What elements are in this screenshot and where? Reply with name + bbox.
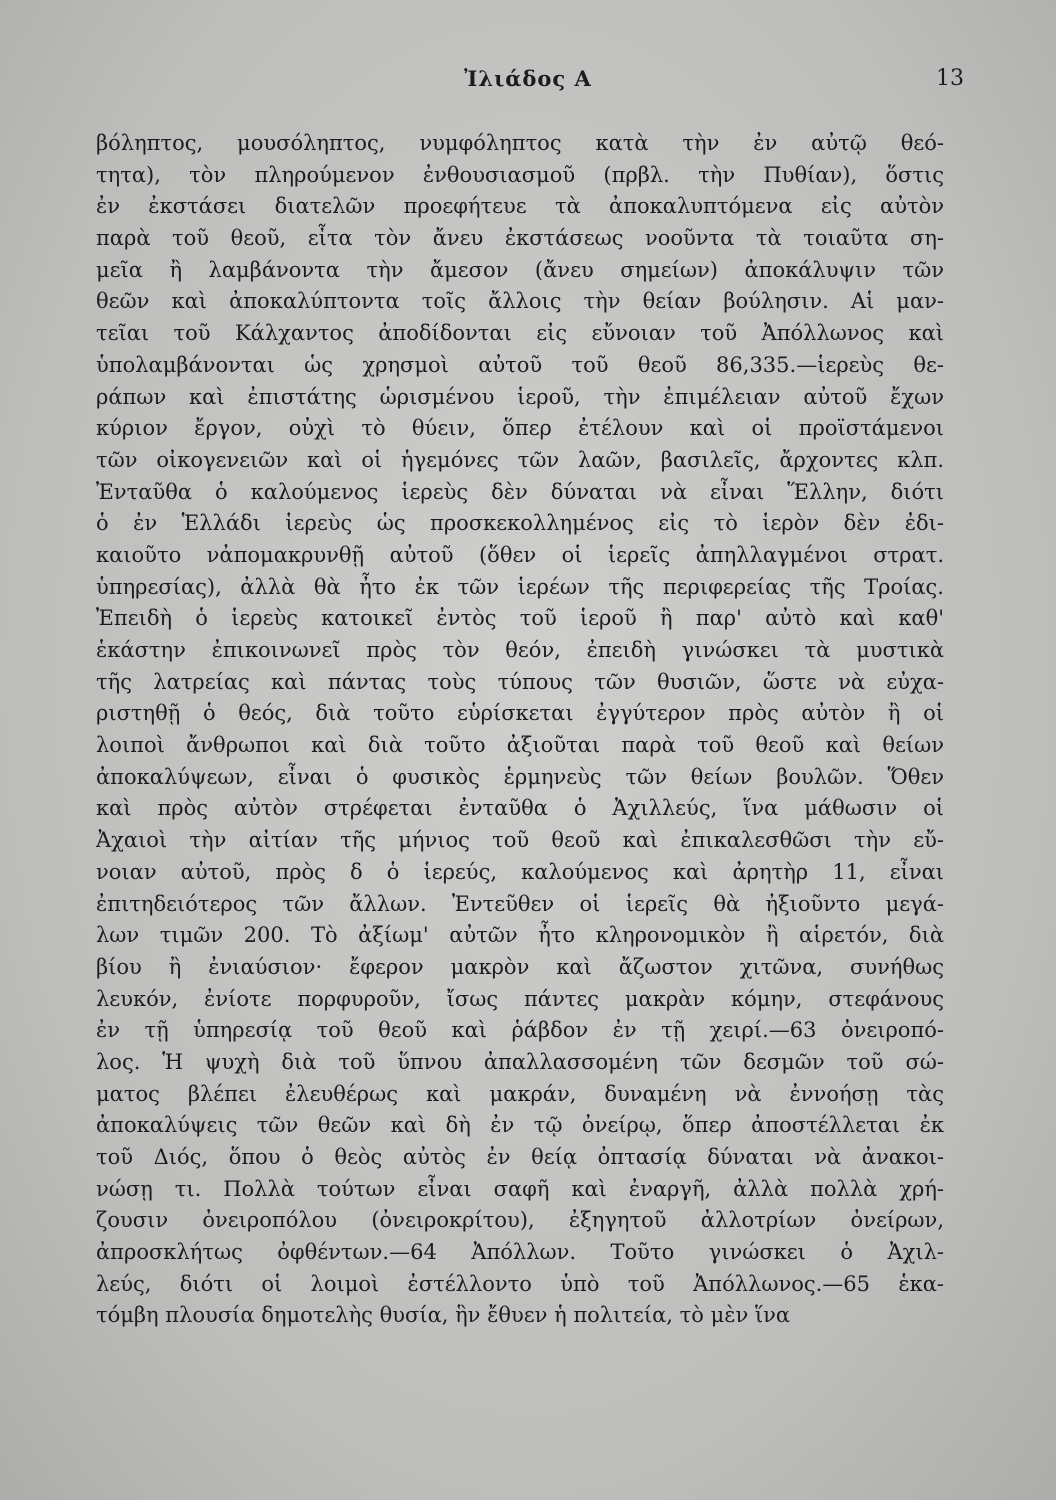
text-line: ράπων καὶ ἐπιστάτης ὡρισμένου ἱεροῦ, τὴν ἐπιμέλειαν αὐτοῦ ἔχων	[96, 384, 944, 409]
text-line: ἀποκαλύψεων, εἶναι ὁ φυσικὸς ἑρμηνεὺς τῶν θείων βουλῶν. Ὅθεν	[96, 764, 944, 789]
text-line: Ἐνταῦθα ὁ καλούμενος ἱερεὺς δὲν δύναται νὰ εἶναι Ἕλλην, διότι	[96, 479, 944, 504]
text-line: τῶν οἰκογενειῶν καὶ οἱ ἡγεμόνες τῶν λαῶν, βασιλεῖς, ἄρχοντες κλπ.	[96, 447, 944, 472]
text-line: ἀποκαλύψεις τῶν θεῶν καὶ δὴ ἐν τῷ ὀνείρῳ, ὅπερ ἀποστέλλεται ἐκ	[96, 1113, 944, 1138]
text-line: νοιαν αὐτοῦ, πρὸς δ ὁ ἱερεύς, καλούμενος καὶ ἀρητὴρ 11, εἶναι	[96, 859, 944, 884]
text-line: ἐπιτηδειότερος τῶν ἄλλων. Ἐντεῦθεν οἱ ἱερεῖς θὰ ἠξιοῦντο μεγά-	[96, 891, 944, 916]
text-line: ὁ ἐν Ἑλλάδι ἱερεὺς ὡς προσκεκολλημένος εἰς τὸ ἱερὸν δὲν ἐδι-	[96, 511, 944, 536]
text-line: τῆς λατρείας καὶ πάντας τοὺς τύπους τῶν θυσιῶν, ὥστε νὰ εὐχα-	[96, 669, 944, 694]
text-line: θεῶν καὶ ἀποκαλύπτοντα τοῖς ἄλλοις τὴν θείαν βούλησιν. Αἱ μαν-	[96, 289, 944, 314]
text-line: τόμβη πλουσία δημοτελὴς θυσία, ἣν ἔθυεν ἡ πολιτεία, τὸ μὲν ἵνα	[96, 1303, 791, 1328]
text-line: λευκόν, ἐνίοτε πορφυροῦν, ἴσως πάντες μακρὰν κόμην, στεφάνους	[96, 986, 944, 1011]
text-line: καὶ πρὸς αὐτὸν στρέφεται ἐνταῦθα ὁ Ἀχιλλεύς, ἵνα μάθωσιν οἱ	[96, 796, 944, 821]
text-line: λοιποὶ ἄνθρωποι καὶ διὰ τοῦτο ἀξιοῦται παρὰ τοῦ θεοῦ καὶ θείων	[96, 733, 944, 758]
text-line: καιοῦτο νἀπομακρυνθῇ αὐτοῦ (ὅθεν οἱ ἱερεῖς ἀπηλλαγμένοι στρατ.	[96, 542, 944, 567]
text-line: ἑκάστην ἐπικοινωνεῖ πρὸς τὸν θεόν, ἐπειδὴ γινώσκει τὰ μυστικὰ	[96, 638, 944, 662]
page-header	[0, 66, 1056, 100]
text-line: ἐν ἐκστάσει διατελῶν προεφήτευε τὰ ἀποκαλυπτόμενα εἰς αὐτὸν	[96, 194, 944, 219]
text-line: Ἐπειδὴ ὁ ἱερεὺς κατοικεῖ ἐντὸς τοῦ ἱεροῦ ἢ παρ' αὐτὸ καὶ καθ'	[96, 606, 944, 631]
text-line: κύριον ἔργον, οὐχὶ τὸ θύειν, ὅπερ ἐτέλουν καὶ οἱ προϊστάμενοι	[96, 416, 944, 441]
text-line: τητα), τὸν πληρούμενον ἐνθουσιασμοῦ (πρβλ. τὴν Πυθίαν), ὅστις	[96, 162, 944, 187]
running-title: Ἰλιάδος Α	[464, 66, 592, 91]
text-line: ὑπολαμβάνονται ὡς χρησμοὶ αὐτοῦ τοῦ θεοῦ 86,335.—ἱερεὺς θε-	[96, 352, 944, 377]
text-line: ζουσιν ὀνειροπόλου (ὀνειροκρίτου), ἐξηγητοῦ ἀλλοτρίων ὀνείρων,	[96, 1208, 944, 1233]
text-line: Ἀχαιοὶ τὴν αἰτίαν τῆς μήνιος τοῦ θεοῦ καὶ ἐπικαλεσθῶσι τὴν εὔ-	[96, 828, 944, 853]
text-line: τοῦ Διός, ὅπου ὁ θεὸς αὐτὸς ἐν θείᾳ ὀπτασίᾳ δύναται νὰ ἀνακοι-	[96, 1145, 944, 1169]
text-line: λος. Ἡ ψυχὴ διὰ τοῦ ὕπνου ἀπαλλασσομένη τῶν δεσμῶν τοῦ σώ-	[96, 1049, 944, 1074]
text-line: μεῖα ἢ λαμβάνοντα τὴν ἄμεσον (ἄνευ σημείων) ἀποκάλυψιν τῶν	[96, 257, 944, 282]
text-line: ματος βλέπει ἐλευθέρως καὶ μακράν, δυναμένη νὰ ἐννοήσῃ τὰς	[96, 1081, 944, 1106]
text-line: ἐν τῇ ὑπηρεσίᾳ τοῦ θεοῦ καὶ ῥάβδον ἐν τῇ χειρί.—63 ὀνειροπό-	[96, 1018, 944, 1043]
text-line: παρὰ τοῦ θεοῦ, εἶτα τὸν ἄνευ ἐκστάσεως νοοῦντα τὰ τοιαῦτα ση-	[96, 226, 944, 251]
text-line: βόληπτος, μουσόληπτος, νυμφόληπτος κατὰ τὴν ἐν αὐτῷ θεό-	[96, 131, 944, 155]
text-line: τεῖαι τοῦ Κάλχαντος ἀποδίδονται εἰς εὔνοιαν τοῦ Ἀπόλλωνος καὶ	[96, 321, 944, 346]
text-line: λεύς, διότι οἱ λοιμοὶ ἐστέλλοντο ὑπὸ τοῦ Ἀπόλλωνος.—65 ἑκα-	[96, 1271, 944, 1296]
page-number: 13	[936, 66, 964, 91]
text-line: ἀπροσκλήτως ὀφθέντων.—64 Ἀπόλλων. Τοῦτο γινώσκει ὁ Ἀχιλ-	[96, 1240, 944, 1265]
commentary-text	[96, 128, 944, 1332]
text-line: λων τιμῶν 200. Τὸ ἀξίωμ' αὐτῶν ἦτο κληρονομικὸν ἢ αἱρετόν, διὰ	[96, 923, 944, 948]
text-line: ριστηθῇ ὁ θεός, διὰ τοῦτο εὑρίσκεται ἐγγύτερον πρὸς αὐτὸν ἢ οἱ	[96, 701, 944, 726]
text-line: βίου ἢ ἐνιαύσιον· ἔφερον μακρὸν καὶ ἄζωστον χιτῶνα, συνήθως	[96, 954, 944, 979]
text-line: νώσῃ τι. Πολλὰ τούτων εἶναι σαφῆ καὶ ἐναργῆ, ἀλλὰ πολλὰ χρή-	[96, 1176, 944, 1201]
text-line: ὑπηρεσίας), ἀλλὰ θὰ ἦτο ἐκ τῶν ἱερέων τῆς περιφερείας τῆς Τροίας.	[96, 574, 944, 599]
